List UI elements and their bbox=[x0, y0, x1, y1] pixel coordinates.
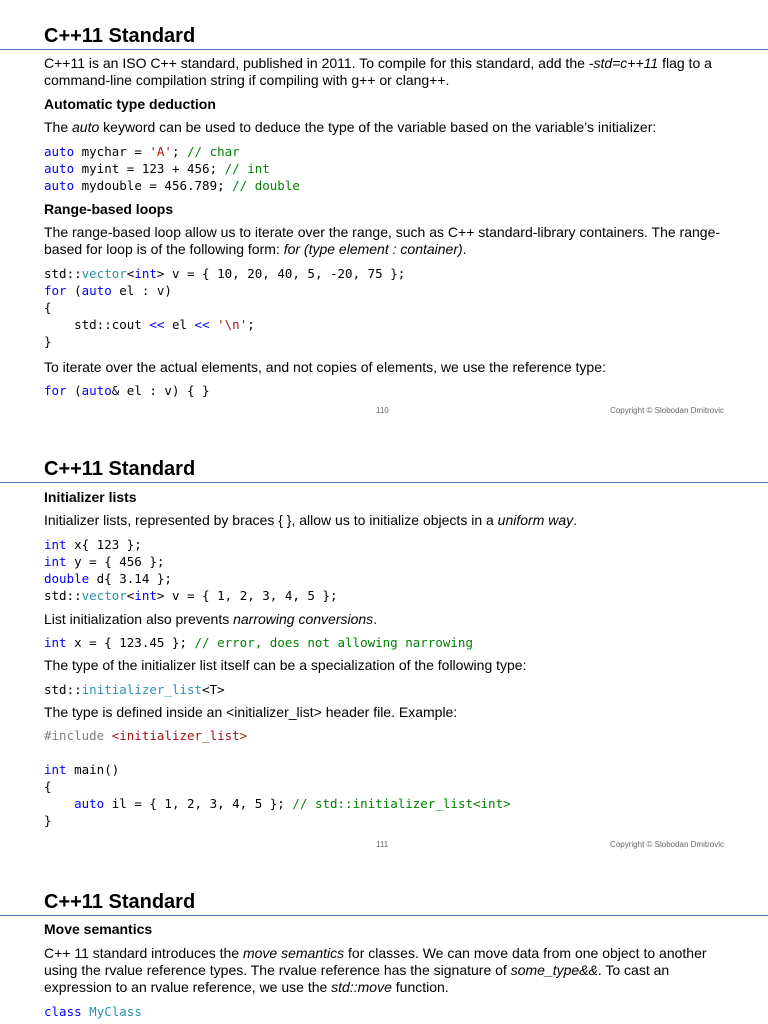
code-text: > v = { 1, 2, 3, 4, 5 }; bbox=[156, 588, 338, 603]
header-paragraph: The type is defined inside an <initializer_list> header file. Example: bbox=[44, 704, 458, 720]
range-text-end: . bbox=[462, 241, 467, 257]
code-text: x{ 123 }; bbox=[66, 537, 142, 552]
code-type: MyClass bbox=[89, 1004, 142, 1019]
init-text: Initializer lists, represented by braces { }, allow us to initialize objects in a bbox=[44, 512, 498, 528]
code-text: y = { 456 }; bbox=[66, 554, 165, 569]
code-keyword: for bbox=[44, 383, 67, 398]
code-text: std::cout bbox=[44, 317, 150, 332]
auto-text: The bbox=[44, 119, 73, 135]
code-keyword: auto bbox=[44, 144, 75, 159]
code-text: myint = 123 + 456; bbox=[74, 161, 225, 176]
code-block-example bbox=[44, 727, 511, 829]
code-operator: << bbox=[194, 317, 210, 332]
page-number: 111 bbox=[376, 840, 389, 849]
code-keyword: int bbox=[44, 537, 67, 552]
code-text: <T> bbox=[202, 682, 225, 697]
narrow-text: List initialization also prevents bbox=[44, 611, 234, 627]
code-block-ref bbox=[44, 382, 210, 399]
slide-title: C++11 Standard bbox=[44, 25, 196, 47]
code-preprocessor: #include bbox=[44, 728, 112, 743]
code-text: d{ 3.14 }; bbox=[89, 571, 172, 586]
heading-auto: Automatic type deduction bbox=[44, 96, 216, 112]
code-operator: << bbox=[149, 317, 165, 332]
slide-title: C++11 Standard bbox=[44, 458, 196, 480]
slide-title: C++11 Standard bbox=[44, 891, 196, 913]
code-keyword: int bbox=[44, 554, 67, 569]
code-keyword: auto bbox=[81, 383, 112, 398]
copyright: Copyright © Slobodan Dmitrovic bbox=[610, 840, 724, 849]
code-text bbox=[44, 796, 74, 811]
code-keyword: class bbox=[44, 1004, 82, 1019]
code-text: il = { 1, 2, 3, 4, 5 }; bbox=[104, 796, 293, 811]
rvalue-signature: some_type&& bbox=[510, 962, 598, 978]
code-text: mydouble = 456.789; bbox=[74, 178, 233, 193]
move-text: C++ 11 standard introduces the bbox=[44, 945, 243, 961]
code-string: '\n' bbox=[217, 317, 248, 332]
move-paragraph bbox=[44, 945, 734, 996]
std-move: std::move bbox=[331, 979, 392, 995]
code-block-narrow bbox=[44, 634, 473, 651]
code-block-init bbox=[44, 536, 338, 604]
code-keyword: int bbox=[134, 266, 157, 281]
code-keyword: auto bbox=[74, 796, 105, 811]
intro-paragraph bbox=[44, 55, 734, 89]
code-text: } bbox=[44, 334, 52, 349]
title-divider bbox=[0, 482, 768, 483]
narrowing-paragraph bbox=[44, 611, 734, 628]
code-text: std:: bbox=[44, 266, 82, 281]
code-comment: // std::initializer_list<int> bbox=[292, 796, 511, 811]
auto-keyword: auto bbox=[72, 119, 100, 135]
code-keyword: int bbox=[44, 635, 67, 650]
code-string: 'A' bbox=[149, 144, 172, 159]
move-semantics: move semantics bbox=[242, 945, 345, 961]
code-text: el : v) bbox=[111, 283, 172, 298]
code-text: el bbox=[164, 317, 195, 332]
code-keyword: for bbox=[44, 283, 67, 298]
narrowing-conversions: narrowing conversions bbox=[233, 611, 374, 627]
code-include: <initializer_list> bbox=[111, 728, 248, 743]
code-block-class bbox=[44, 1003, 142, 1020]
page-number: 110 bbox=[376, 406, 389, 415]
code-keyword: int bbox=[134, 588, 157, 603]
uniform-way: uniform way bbox=[497, 512, 574, 528]
code-text: & el : v) { } bbox=[111, 383, 210, 398]
init-paragraph bbox=[44, 512, 734, 529]
code-text: ; bbox=[247, 317, 255, 332]
code-text: mychar = bbox=[74, 144, 150, 159]
code-text: > v = { 10, 20, 40, 5, -20, 75 }; bbox=[156, 266, 406, 281]
title-divider bbox=[0, 915, 768, 916]
auto-text-end: keyword can be used to deduce the type of the variable based on the variable’s initializer: bbox=[99, 119, 657, 135]
type-paragraph: The type of the initializer list itself can be a specialization of the following type: bbox=[44, 657, 527, 673]
code-comment: // char bbox=[187, 144, 240, 159]
heading-move: Move semantics bbox=[44, 921, 153, 937]
code-text: < bbox=[126, 588, 135, 603]
code-text: ( bbox=[66, 283, 82, 298]
code-comment: // error, does not allowing narrowing bbox=[194, 635, 473, 650]
move-text: . To cast an expression to an rvalue reference, we use the bbox=[44, 962, 670, 995]
code-text: { bbox=[44, 779, 52, 794]
compiler-flag: -std=c++11 bbox=[588, 55, 659, 71]
title-divider bbox=[0, 49, 768, 50]
reference-paragraph: To iterate over the actual elements, and not copies of elements, we use the reference type: bbox=[44, 359, 606, 375]
code-text: ; bbox=[171, 144, 188, 159]
code-keyword: auto bbox=[44, 178, 75, 193]
code-keyword: double bbox=[44, 571, 90, 586]
heading-init: Initializer lists bbox=[44, 489, 137, 505]
code-comment: // int bbox=[224, 161, 270, 176]
init-text-end: . bbox=[573, 512, 578, 528]
code-text: main() bbox=[66, 762, 120, 777]
code-text: std:: bbox=[44, 682, 82, 697]
code-keyword: auto bbox=[44, 161, 75, 176]
code-text: ( bbox=[66, 383, 82, 398]
code-text: < bbox=[126, 266, 135, 281]
code-type: vector bbox=[81, 588, 127, 603]
code-comment: // double bbox=[232, 178, 300, 193]
code-block-type bbox=[44, 681, 225, 698]
intro-text-end: flag to a command-line compilation string if compiling with g++ or clang++. bbox=[44, 55, 712, 88]
code-text: std:: bbox=[44, 588, 82, 603]
code-block-range bbox=[44, 265, 405, 350]
code-type: vector bbox=[81, 266, 127, 281]
intro-text: C++11 is an ISO C++ standard, published in 2011. To compile for this standard, add the bbox=[44, 55, 589, 71]
code-keyword: int bbox=[44, 762, 67, 777]
heading-range: Range-based loops bbox=[44, 201, 174, 217]
range-form: for (type element : container) bbox=[283, 241, 463, 257]
code-block-auto bbox=[44, 143, 300, 194]
range-text: The range-based loop allow us to iterate over the range, such as C++ standard-library containers. The range-based for loop is of the following form: bbox=[44, 224, 721, 257]
code-text: x = { 123.45 }; bbox=[66, 635, 195, 650]
move-text: for classes. We can move data from one object to another using the rvalue reference types. The rvalue reference has the signature of bbox=[44, 945, 707, 978]
move-text-end: function. bbox=[391, 979, 449, 995]
code-text: { bbox=[44, 300, 52, 315]
range-paragraph bbox=[44, 224, 734, 258]
code-text bbox=[210, 317, 218, 332]
code-text: } bbox=[44, 813, 52, 828]
code-keyword: auto bbox=[81, 283, 112, 298]
narrow-text-end: . bbox=[373, 611, 378, 627]
auto-paragraph bbox=[44, 119, 734, 136]
code-type: initializer_list bbox=[81, 682, 203, 697]
copyright: Copyright © Slobodan Dmitrovic bbox=[610, 406, 724, 415]
